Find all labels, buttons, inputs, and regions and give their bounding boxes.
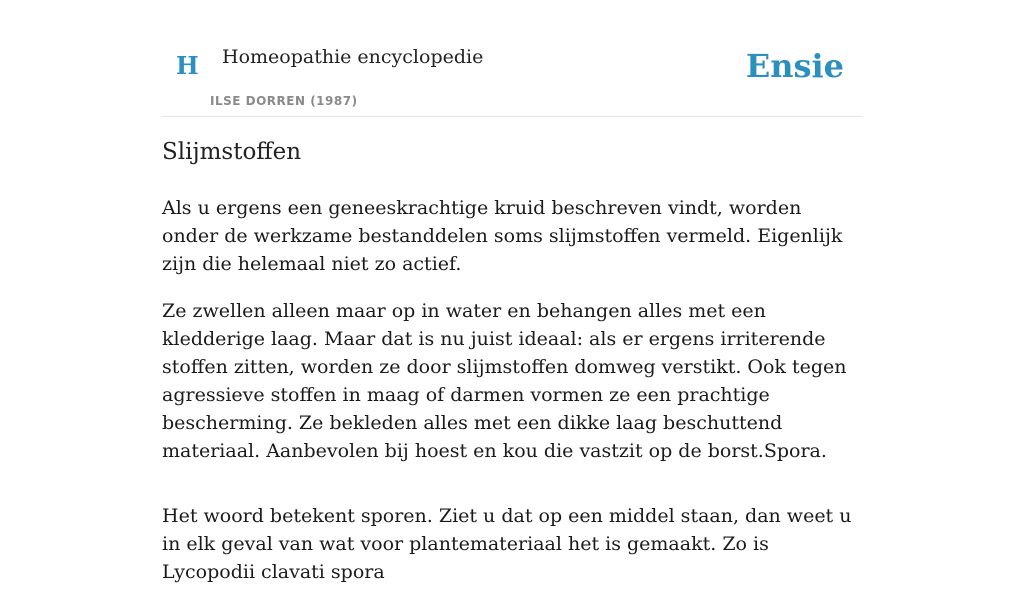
entry-content xyxy=(162,138,862,605)
entry-paragraph: Het woord betekent sporen. Ziet u dat op een middel staan, dan weet u in elk geval van wat voor plantemateriaal het is gemaakt. Zo is Lycopodii clavati spora xyxy=(162,504,852,583)
entry-paragraph: Als u ergens een geneeskrachtige kruid beschreven vindt, worden onder de werkzame bestanddelen soms slijmstoffen vermeld. Eigenlijk zijn die helemaal niet zo actief. xyxy=(162,196,843,275)
entry-text xyxy=(162,194,862,586)
entry-paragraph: Ze zwellen alleen maar op in water en behangen alles met een kledderige laag. Maar dat is nu juist ideaal: als er ergens irriterende stoffen zitten, worden ze door slijmstoffen domweg verstikt. Ook tegen agressieve stoffen in maag of darmen vormen ze een prachtige bescherming. Ze bekleden alles met een dikke laag beschuttend materiaal. Aanbevolen bij hoest en kou die vastzit op de borst.Spora. xyxy=(162,299,847,462)
ensie-logo[interactable]: Ensie xyxy=(745,47,844,85)
book-initial-icon[interactable]: H xyxy=(176,51,199,80)
book-header xyxy=(162,0,862,117)
entry-title: Slijmstoffen xyxy=(162,139,302,165)
book-author[interactable]: ILSE DORREN (1987) xyxy=(210,94,358,108)
book-title[interactable]: Homeopathie encyclopedie xyxy=(222,46,484,68)
